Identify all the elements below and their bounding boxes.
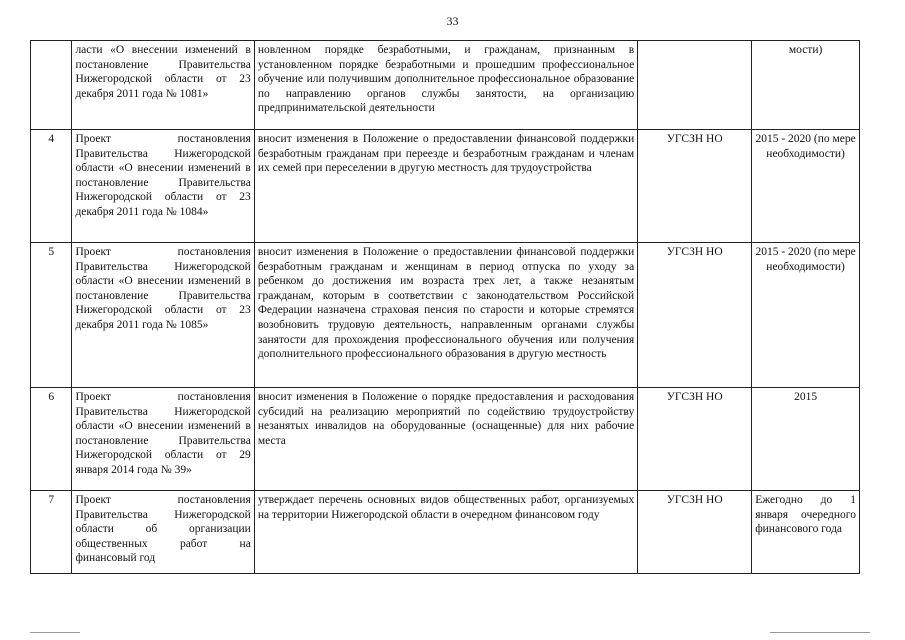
table-row [31, 388, 860, 491]
deadline: 2015 - 2020 (по мере необходимости) [752, 243, 860, 388]
row-number: 6 [31, 388, 72, 491]
deadline: 2015 [752, 388, 860, 491]
document-description: вносит изменения в Положение о предоставлении финансовой поддержки безработным гражданам при переезде и безработным гражданам и членам их семей при переселении в другую местность для трудоустройства [254, 130, 637, 243]
document-name: Проект постановления Правительства Нижегородской области «О внесении изменений в постановление Правительства Нижегородской области от 23 декабря 2011 года № 1084» [72, 130, 254, 243]
table-row [31, 130, 860, 243]
deadline: мости) [752, 41, 860, 130]
responsible-organization: УГСЗН НО [638, 243, 752, 388]
row-number: 4 [31, 130, 72, 243]
document-name: Проект постановления Правительства Нижегородской области «О внесении изменений в постановление Правительства Нижегородской области от 23 декабря 2011 года № 1085» [72, 243, 254, 388]
document-name: ласти «О внесении изменений в постановление Правительства Нижегородской области от 23 декабря 2011 года № 1081» [72, 41, 254, 130]
scan-edge-line [30, 632, 80, 633]
document-description: новленном порядке безработными, и гражданам, признанным в установленном порядке безработными и прошедшим профессиональное обучение или получившим дополнительное профессиональное образование по направлению органов службы занятости, на организацию предпринимательской деятельности [254, 41, 637, 130]
responsible-organization: УГСЗН НО [638, 491, 752, 574]
document-description: утверждает перечень основных видов общественных работ, организуемых на территории Нижегородской области в очередном финансовом году [254, 491, 637, 574]
document-description: вносит изменения в Положение о предоставлении финансовой поддержки безработным гражданам и женщинам в период отпуска по уходу за ребенком до достижения им возраста трех лет, а также незанятым гражданам, которым в соответствии с законодательством Российской Федерации назначена страховая пенсия по старости и которые стремятся возобновить трудовую деятельность, направленным органами службы занятости для прохождения профессионального обучения или получения дополнительного профессионального образования в другую местность [254, 243, 637, 388]
document-name: Проект постановления Правительства Нижегородской области «О внесении изменений в постановление Правительства Нижегородской области от 29 января 2014 года № 39» [72, 388, 254, 491]
deadline: Ежегодно до 1 января очередного финансового года [752, 491, 860, 574]
scan-edge-line [770, 632, 870, 633]
document-name: Проект постановления Правительства Нижегородской области об организации общественных работ на финансовый год [72, 491, 254, 574]
deadline: 2015 - 2020 (по мере необходимости) [752, 130, 860, 243]
table-row [31, 243, 860, 388]
table-row [31, 41, 860, 130]
measures-table [30, 40, 860, 574]
responsible-organization [638, 41, 752, 130]
row-number [31, 41, 72, 130]
responsible-organization: УГСЗН НО [638, 388, 752, 491]
table-row [31, 491, 860, 574]
row-number: 5 [31, 243, 72, 388]
document-description: вносит изменения в Положение о порядке предоставления и расходования субсидий на реализацию мероприятий по содействию трудоустройству незанятых инвалидов на оборудованные (оснащенные) для них рабочие места [254, 388, 637, 491]
row-number: 7 [31, 491, 72, 574]
page-number: 33 [446, 14, 459, 28]
responsible-organization: УГСЗН НО [638, 130, 752, 243]
